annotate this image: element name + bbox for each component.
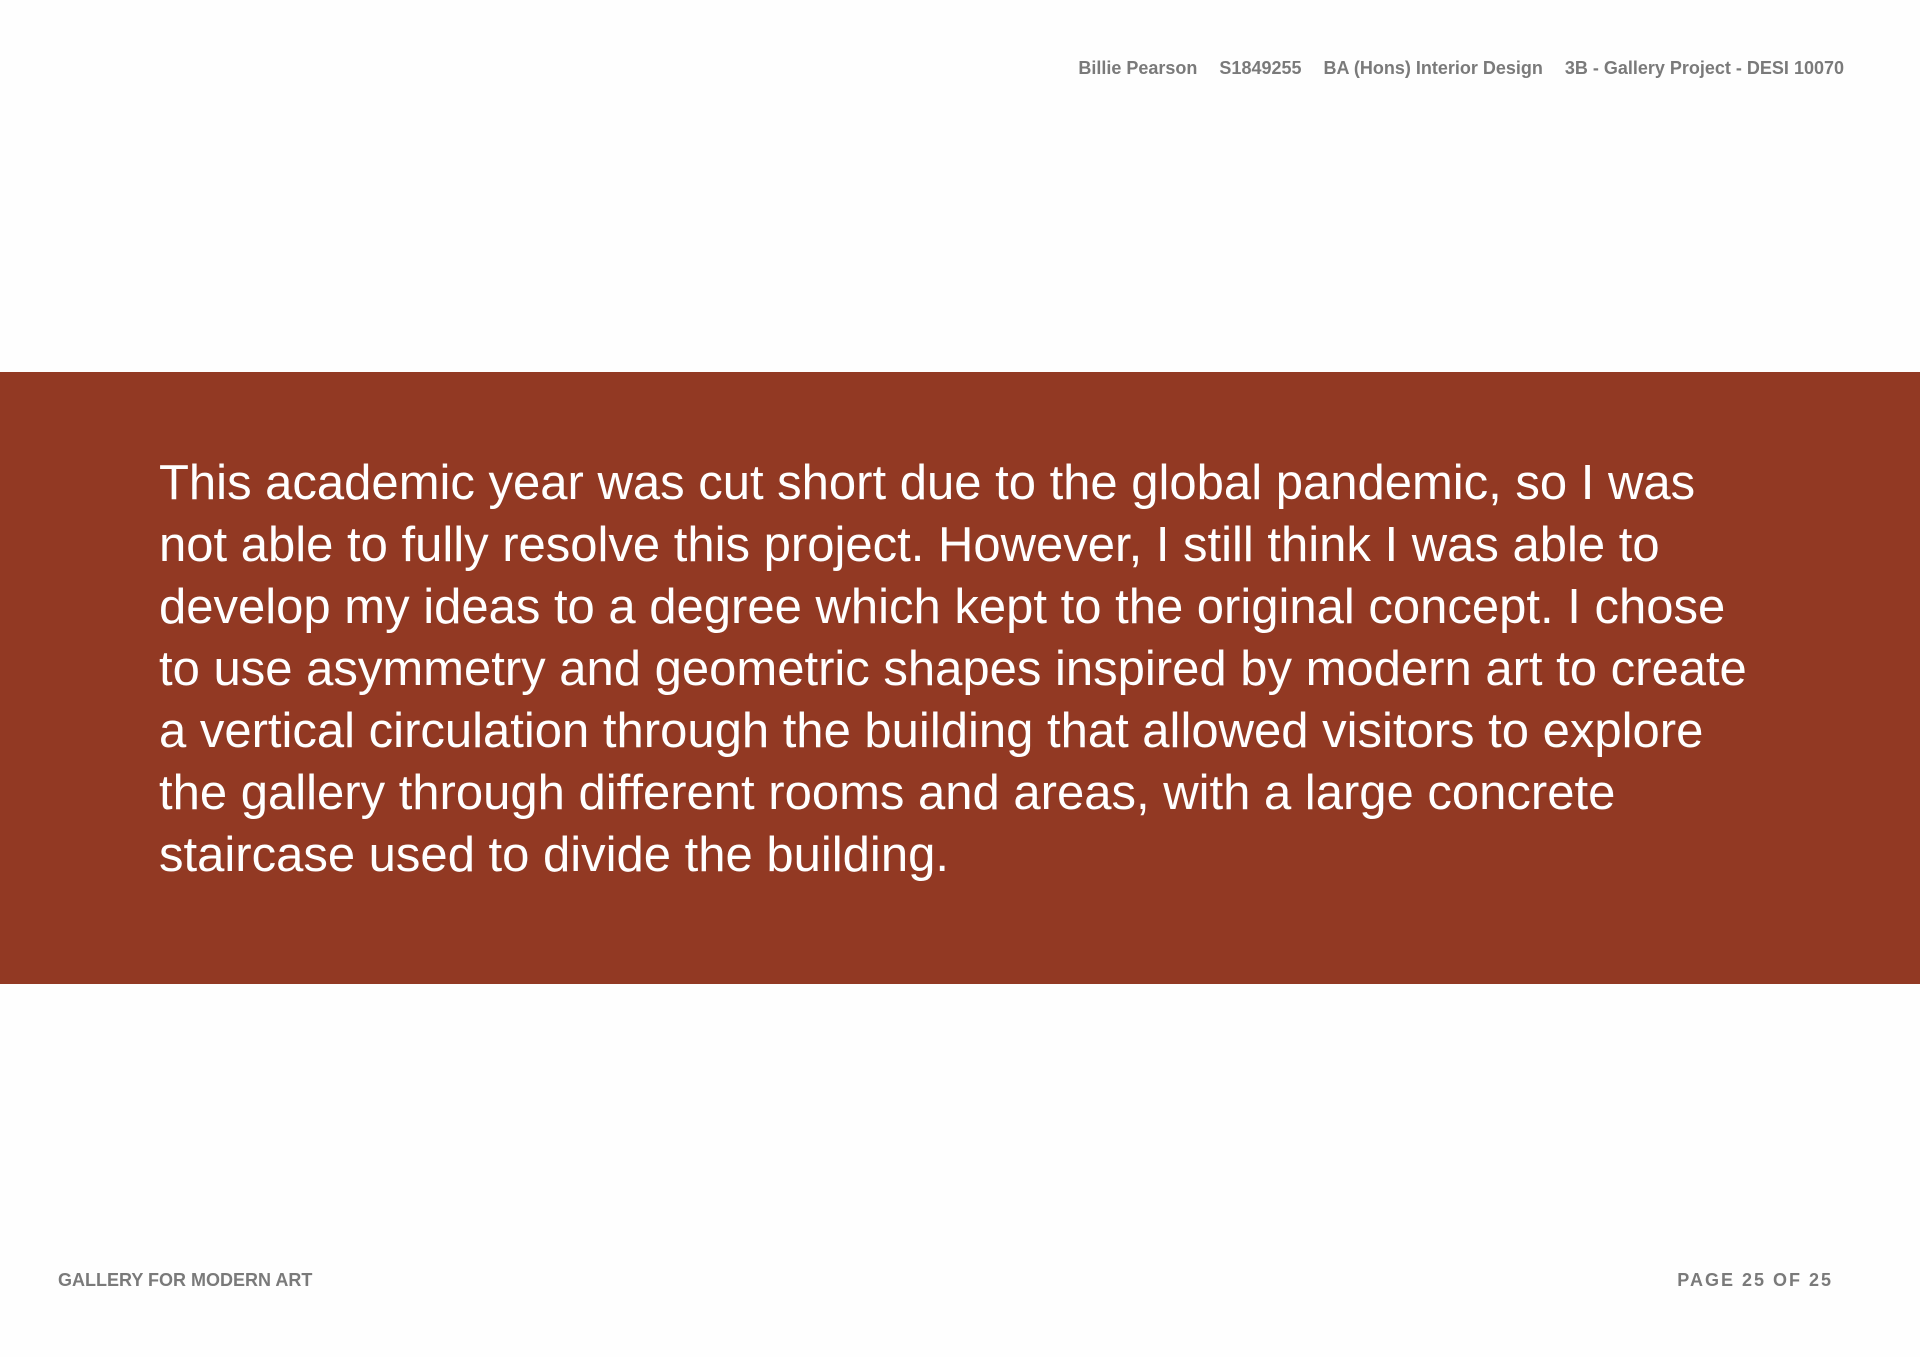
reflection-text: [159, 452, 1839, 886]
reflection-line: not able to fully resolve this project. However, I still think I was able to: [159, 518, 1660, 572]
reflection-line: the gallery through different rooms and areas, with a large concrete: [159, 766, 1616, 820]
student-id: S1849255: [1219, 58, 1302, 78]
reflection-line: a vertical circulation through the building that allowed visitors to explore: [159, 704, 1704, 758]
page-header: [1078, 58, 1844, 79]
module-name: 3B - Gallery Project - DESI 10070: [1564, 58, 1844, 78]
project-title: GALLERY FOR MODERN ART: [58, 1270, 313, 1290]
page-number: PAGE 25 OF 25: [1677, 1270, 1833, 1290]
course-name: BA (Hons) Interior Design: [1323, 58, 1543, 78]
reflection-line: develop my ideas to a degree which kept to the original concept. I chose: [159, 580, 1726, 634]
reflection-line: staircase used to divide the building.: [159, 828, 949, 882]
reflection-line: This academic year was cut short due to the global pandemic, so I was: [159, 456, 1696, 510]
author-name: Billie Pearson: [1078, 58, 1198, 78]
reflection-line: to use asymmetry and geometric shapes inspired by modern art to create: [159, 642, 1747, 696]
